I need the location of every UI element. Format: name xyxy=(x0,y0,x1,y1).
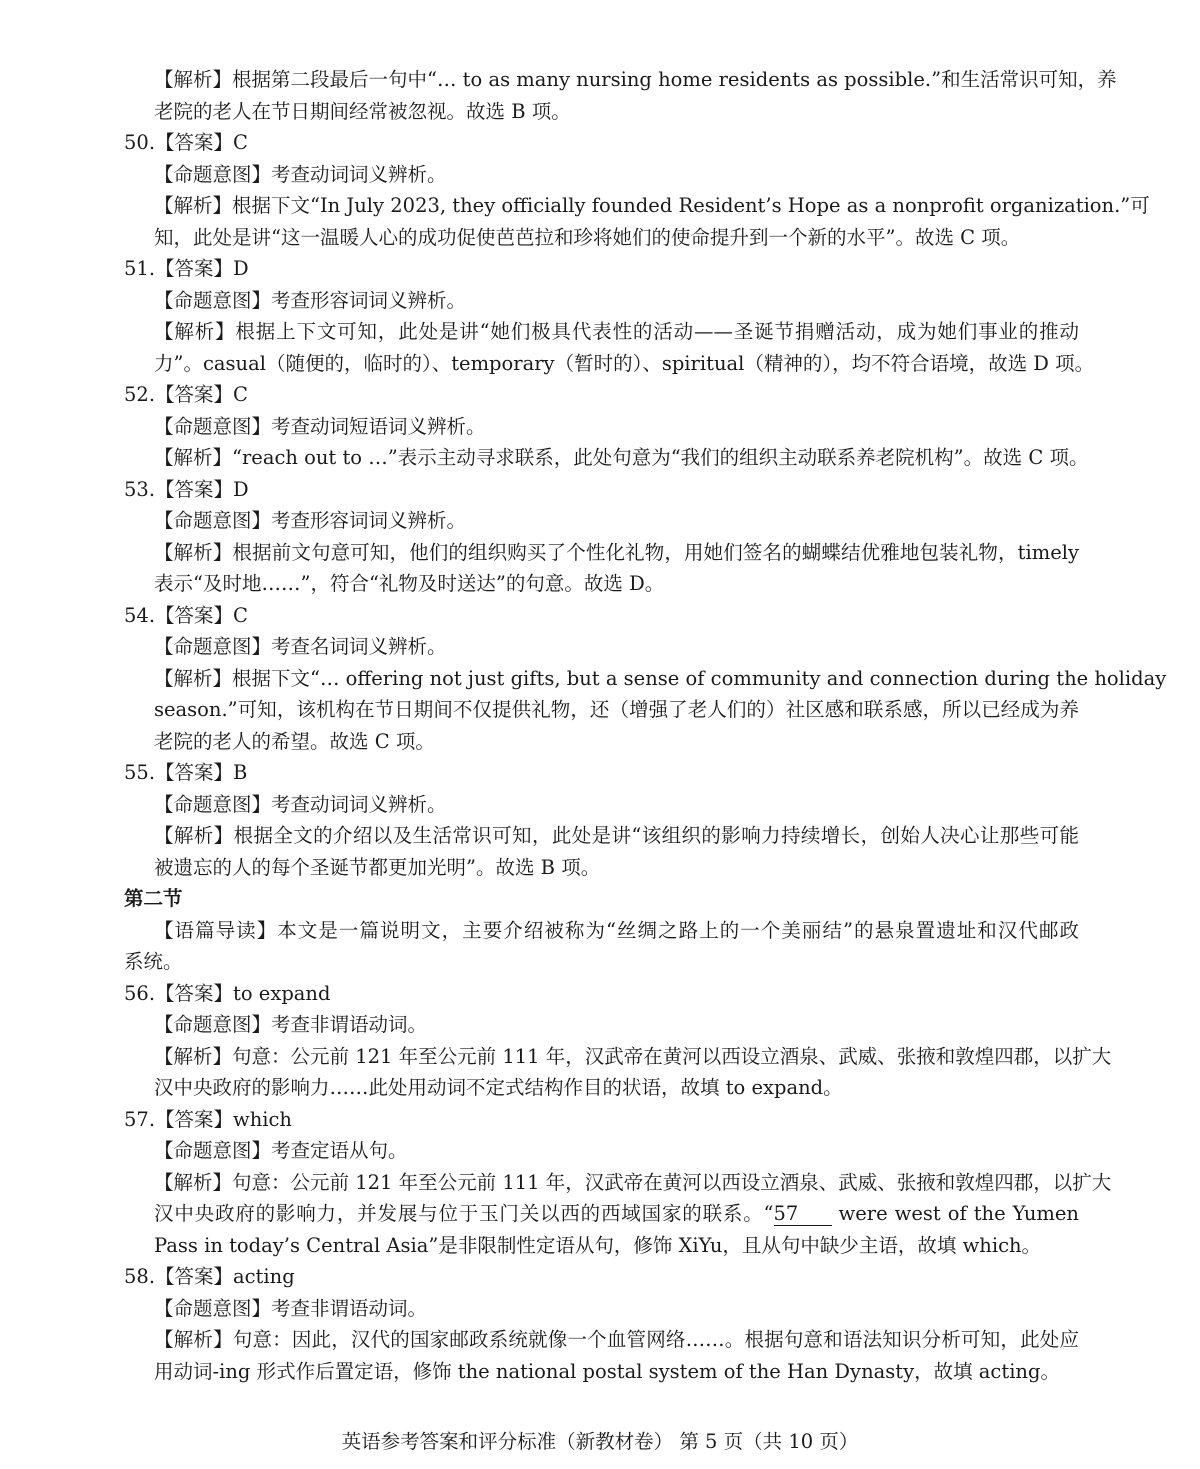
analysis-54: 【解析】根据下文“… offering not just gifts, but a sense of community and connection during the holiday xyxy=(154,666,1167,690)
analysis-49-cont: 老院的老人在节日期间经常被忽视。故选 B 项。 xyxy=(154,99,571,123)
answer-51: 51.【答案】D xyxy=(124,257,249,280)
analysis-51: 【解析】根据上下文可知，此处是讲“她们极具代表性的活动——圣诞节捐赠活动，成为她们事业的推动 xyxy=(154,320,1079,343)
intent-53: 【命题意图】考查形容词词义辨析。 xyxy=(154,509,467,532)
analysis-57-tail: were west of the Yumen xyxy=(831,1202,1079,1225)
passage-guide-cont: 系统。 xyxy=(124,950,183,973)
analysis-57-cont xyxy=(124,1198,1079,1230)
analysis-49: 【解析】根据第二段最后一句中“… to as many nursing home residents as possible.”和生活常识可知，养 xyxy=(154,68,1117,91)
page-footer: 英语参考答案和评分标准（新教材卷） 第 5 页（共 10 页） xyxy=(341,1430,859,1453)
answer-58: 58.【答案】acting xyxy=(124,1265,295,1288)
answer-54: 54.【答案】C xyxy=(124,603,248,627)
answer-53: 53.【答案】D xyxy=(124,477,249,501)
intent-57: 【命题意图】考查定语从句。 xyxy=(154,1139,408,1162)
analysis-58: 【解析】句意：因此，汉代的国家邮政系统就像一个血管网络……。根据句意和语法知识分析可知，此处应 xyxy=(154,1328,1079,1351)
intent-58: 【命题意图】考查非谓语动词。 xyxy=(154,1296,428,1320)
analysis-56-cont: 汉中央政府的影响力……此处用动词不定式结构作目的状语，故填 to expand。 xyxy=(154,1076,843,1099)
analysis-54-cont: season.”可知，该机构在节日期间不仅提供礼物，还（增强了老人们的）社区感和联系感，所以已经成为养 xyxy=(154,698,1079,721)
intent-51: 【命题意图】考查形容词词义辨析。 xyxy=(154,288,467,312)
analysis-55: 【解析】根据全文的介绍以及生活常识可知，此处是讲“该组织的影响力持续增长，创始人决心让那些可能 xyxy=(154,824,1079,847)
analysis-57: 【解析】句意：公元前 121 年至公元前 111 年，汉武帝在黄河以西设立酒泉、武威、张掖和敦煌四郡，以扩大 xyxy=(154,1170,1112,1194)
analysis-58-cont: 用动词-ing 形式作后置定语，修饰 the national postal system of the Han Dynasty，故填 acting。 xyxy=(154,1359,1060,1383)
blank-57: 57 xyxy=(774,1203,832,1226)
answer-50: 50.【答案】C xyxy=(124,131,248,154)
analysis-55-cont: 被遗忘的人的每个圣诞节都更加光明”。故选 B 项。 xyxy=(154,855,601,879)
intent-55: 【命题意图】考查动词词义辨析。 xyxy=(154,792,447,816)
analysis-53: 【解析】根据前文句意可知，他们的组织购买了个性化礼物，用她们签名的蝴蝶结优雅地包装礼物，timely xyxy=(154,540,1079,564)
answer-57: 57.【答案】which xyxy=(124,1107,292,1131)
analysis-54-cont2: 老院的老人的希望。故选 C 项。 xyxy=(154,729,435,753)
analysis-51-cont: 力”。casual（随便的，临时的）、temporary（暂时的）、spiritual（精神的），均不符合语境，故选 D 项。 xyxy=(154,351,1095,375)
section-heading: 第二节 xyxy=(124,887,183,910)
answer-52: 52.【答案】C xyxy=(124,383,248,406)
analysis-50-cont: 知，此处是讲“这一温暖人心的成功促使芭芭拉和珍将她们的使命提升到一个新的水平”。故选 C 项。 xyxy=(154,225,1021,249)
passage-guide: 【语篇导读】本文是一篇说明文，主要介绍被称为“丝绸之路上的一个美丽结”的悬泉置遗址和汉代邮政 xyxy=(154,918,1079,942)
intent-50: 【命题意图】考查动词词义辨析。 xyxy=(154,162,447,186)
analysis-52: 【解析】“reach out to …”表示主动寻求联系，此处句意为“我们的组织主动联系养老院机构”。故选 C 项。 xyxy=(154,446,1089,469)
intent-54: 【命题意图】考查名词词义辨析。 xyxy=(154,635,447,658)
analysis-53-cont: 表示“及时地……”，符合“礼物及时送达”的句意。故选 D。 xyxy=(154,572,665,595)
analysis-56: 【解析】句意：公元前 121 年至公元前 111 年，汉武帝在黄河以西设立酒泉、武威、张掖和敦煌四郡，以扩大 xyxy=(154,1044,1112,1068)
analysis-50: 【解析】根据下文“In July 2023, they officially founded Resident’s Hope as a nonprofit organization.”可 xyxy=(154,194,1150,217)
answer-55: 55.【答案】B xyxy=(124,761,248,784)
answer-key-content xyxy=(124,64,1167,1387)
intent-52: 【命题意图】考查动词短语词义辨析。 xyxy=(154,414,486,438)
intent-56: 【命题意图】考查非谓语动词。 xyxy=(154,1013,428,1036)
answer-56: 56.【答案】to expand xyxy=(124,981,331,1005)
analysis-57-cont2: Pass in today’s Central Asia”是非限制性定语从句，修饰 XiYu，且从句中缺少主语，故填 which。 xyxy=(154,1233,1042,1257)
analysis-57-text: 汉中央政府的影响力，并发展与位于玉门关以西的西域国家的联系。“ xyxy=(154,1202,774,1225)
